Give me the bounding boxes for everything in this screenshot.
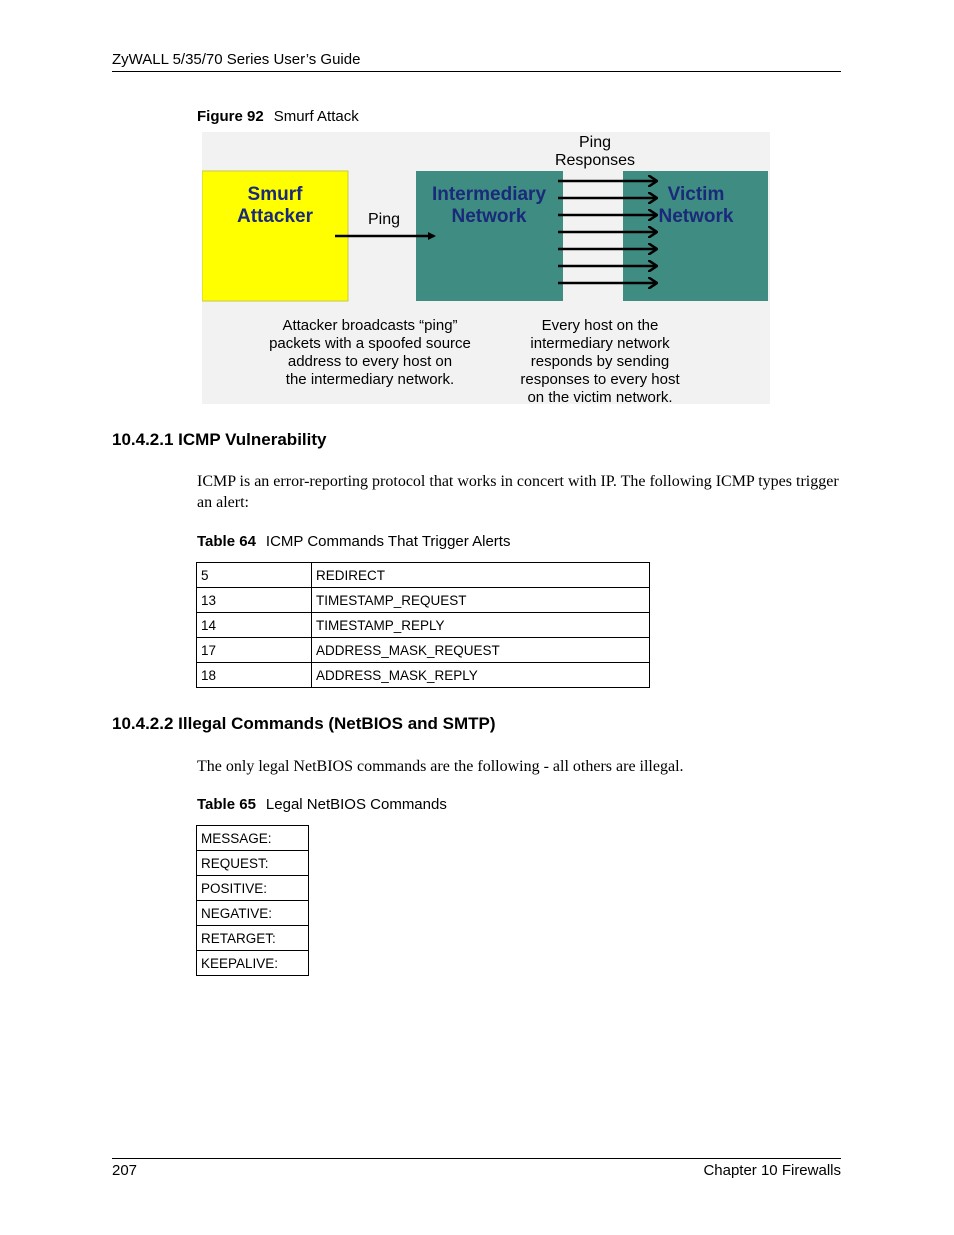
victim-label-line2: Network bbox=[658, 206, 734, 227]
right-caption-line: Every host on the bbox=[541, 317, 659, 334]
responses-label-line1: Ping bbox=[578, 134, 612, 151]
table64-label: Table 64 bbox=[197, 533, 256, 550]
victim-label-line1: Victim bbox=[667, 184, 725, 205]
table-row bbox=[197, 588, 650, 613]
table-row bbox=[197, 563, 650, 588]
left-caption-line: packets with a spoofed source bbox=[269, 335, 471, 352]
table-cell: TIMESTAMP_REPLY bbox=[312, 613, 650, 638]
table-cell: KEEPALIVE: bbox=[197, 951, 309, 976]
attacker-label-line2: Attacker bbox=[236, 206, 314, 227]
table-row bbox=[197, 926, 309, 951]
table-cell: NEGATIVE: bbox=[197, 901, 309, 926]
netbios-paragraph: The only legal NetBIOS commands are the following - all others are illegal. bbox=[197, 758, 684, 775]
table-row bbox=[197, 663, 650, 688]
icmp-paragraph: ICMP is an error-reporting protocol that works in concert with IP. The following ICMP types trigger an alert: bbox=[197, 473, 839, 511]
figure-label: Figure 92 bbox=[197, 108, 264, 125]
ping-label: Ping bbox=[367, 211, 401, 228]
table-cell: ADDRESS_MASK_REQUEST bbox=[312, 638, 650, 663]
table-row bbox=[197, 876, 309, 901]
left-caption bbox=[269, 317, 471, 388]
smurf-attack-diagram bbox=[202, 132, 770, 404]
right-caption-line: responds by sending bbox=[530, 353, 670, 370]
table-cell: 17 bbox=[197, 638, 312, 663]
table-cell: 14 bbox=[197, 613, 312, 638]
icmp-commands-table bbox=[196, 562, 650, 688]
figure-title: Smurf Attack bbox=[273, 108, 359, 125]
table65-label: Table 65 bbox=[197, 796, 256, 813]
table-cell: ADDRESS_MASK_REPLY bbox=[312, 663, 650, 688]
table-cell: REQUEST: bbox=[197, 851, 309, 876]
table-cell: POSITIVE: bbox=[197, 876, 309, 901]
table-cell: 18 bbox=[197, 663, 312, 688]
document-title: ZyWALL 5/35/70 Series User’s Guide bbox=[112, 51, 361, 68]
table65-title: Legal NetBIOS Commands bbox=[265, 796, 447, 813]
table-row bbox=[197, 851, 309, 876]
table-cell: RETARGET: bbox=[197, 926, 309, 951]
right-caption-line: intermediary network bbox=[530, 335, 670, 352]
attacker-label-line1: Smurf bbox=[247, 184, 303, 205]
table-cell: TIMESTAMP_REQUEST bbox=[312, 588, 650, 613]
netbios-commands-table bbox=[196, 825, 309, 976]
table-cell: 13 bbox=[197, 588, 312, 613]
right-caption bbox=[520, 317, 680, 404]
right-caption-line: responses to every host bbox=[520, 371, 680, 388]
section-heading-netbios: 10.4.2.2 Illegal Commands (NetBIOS and SMTP) bbox=[112, 714, 496, 733]
table64-title: ICMP Commands That Trigger Alerts bbox=[265, 533, 511, 550]
table-row bbox=[197, 951, 309, 976]
left-caption-line: address to every host on bbox=[287, 353, 453, 370]
header-divider bbox=[112, 71, 841, 72]
responses-label-line2: Responses bbox=[554, 152, 636, 169]
left-caption-line: Attacker broadcasts “ping” bbox=[282, 317, 458, 334]
page-number: 207 bbox=[112, 1162, 138, 1179]
table-cell: 5 bbox=[197, 563, 312, 588]
left-caption-line: the intermediary network. bbox=[285, 371, 455, 388]
intermediary-label-line2: Network bbox=[451, 206, 527, 227]
chapter-title: Chapter 10 Firewalls bbox=[703, 1162, 841, 1179]
figure-caption bbox=[197, 108, 359, 125]
intermediary-label-line1: Intermediary bbox=[431, 184, 547, 205]
table65-caption bbox=[197, 796, 447, 813]
table-cell: REDIRECT bbox=[312, 563, 650, 588]
table-row bbox=[197, 901, 309, 926]
table64-caption bbox=[197, 533, 510, 550]
footer-divider bbox=[112, 1158, 841, 1159]
table-row bbox=[197, 826, 309, 851]
table-cell: MESSAGE: bbox=[197, 826, 309, 851]
table-row bbox=[197, 638, 650, 663]
table-row bbox=[197, 613, 650, 638]
right-caption-line: on the victim network. bbox=[527, 389, 673, 404]
section-heading-icmp: 10.4.2.1 ICMP Vulnerability bbox=[112, 430, 327, 449]
